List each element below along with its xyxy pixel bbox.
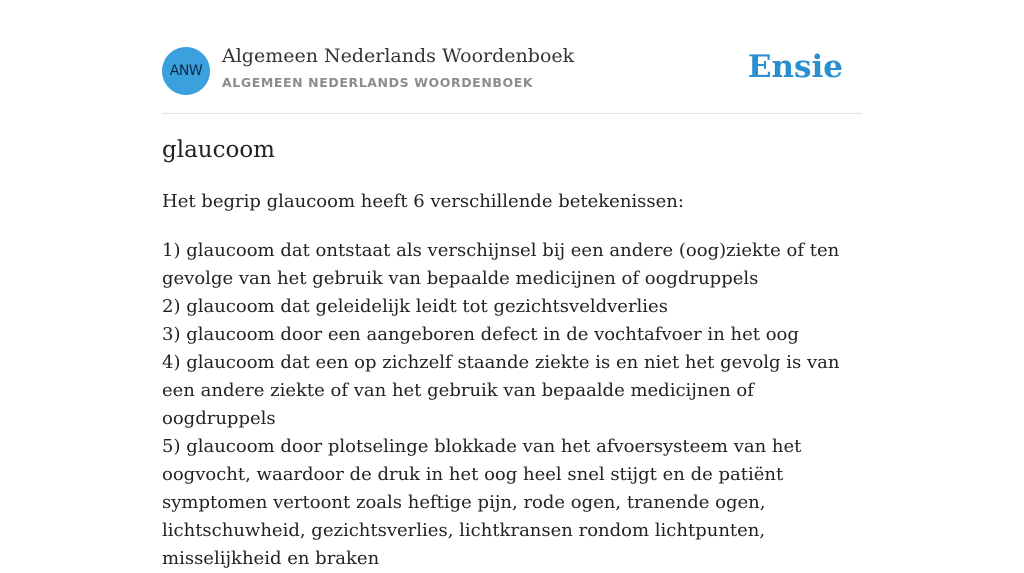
- definition-item: 3) glaucoom door een aangeboren defect in de vochtafvoer in het oog: [162, 324, 799, 345]
- definition-item: 5) glaucoom door plotselinge blokkade van het afvoersysteem van het oogvocht, waardoor de druk in het oog heel snel stijgt en de patiënt symptomen vertoont zoals heftige pijn, rode ogen, tranende ogen, lichtschuwheid, gezichtsverlies, lichtkransen rondom lichtpunten, misselijkheid en braken: [162, 436, 802, 569]
- definition-item: 4) glaucoom dat een op zichzelf staande ziekte is en niet het gevolg is van een andere ziekte of van het gebruik van bepaalde medicijnen of oogdruppels: [162, 352, 840, 429]
- entry-intro: Het begrip glaucoom heeft 6 verschillende betekenissen:: [162, 191, 684, 212]
- site-title-link[interactable]: Algemeen Nederlands Woordenboek: [222, 45, 575, 67]
- definition-item: 1) glaucoom dat ontstaat als verschijnsel bij een andere (oog)ziekte of ten gevolge van het gebruik van bepaalde medicijnen of oogdruppels: [162, 240, 840, 289]
- anw-logo[interactable]: ANW: [162, 47, 210, 95]
- definition-item: 2) glaucoom dat geleidelijk leidt tot gezichtsveldverlies: [162, 296, 668, 317]
- site-subtitle: ALGEMEEN NEDERLANDS WOORDENBOEK: [222, 75, 534, 90]
- entry-title: glaucoom: [162, 137, 275, 163]
- page-container: [162, 0, 862, 569]
- ensie-logo-link[interactable]: Ensie: [747, 49, 843, 85]
- definition-list: [162, 237, 862, 573]
- site-header: [162, 0, 862, 114]
